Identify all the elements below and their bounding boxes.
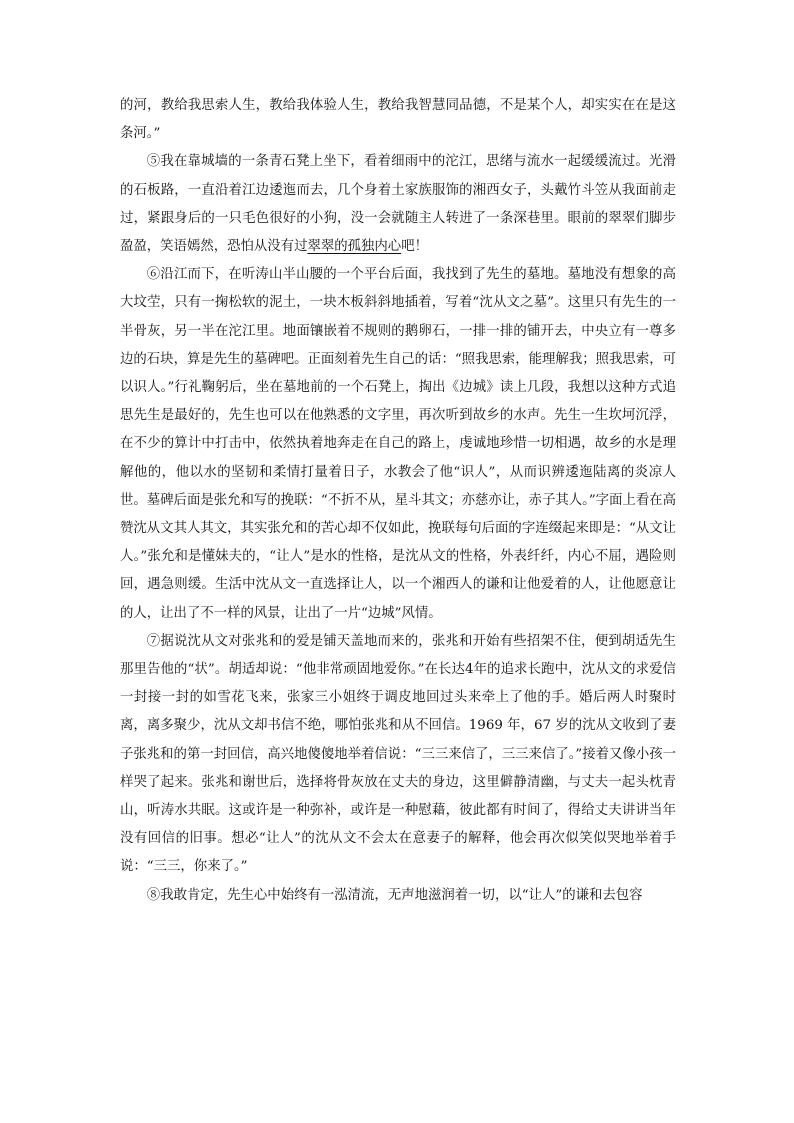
underlined-phrase: 翠翠的孤独内心: [307, 239, 402, 255]
paragraph-text: ⑦据说沈从文对张兆和的爱是铺天盖地而来的，张兆和开始有些招架不住，便到胡适先生那里告他的“状”。胡适却说：“他非常顽固地爱你。”在长达4年的追求长跑中，沈从文的求爱信一封接一封的如雪花飞来，张家三小姐终于调皮地回过头来牵上了他的手。婚后两人时聚时离，离多聚少，沈从文却书信不绝，哪怕张兆和从不回信。1969 年，67 岁的沈从文收到了妻子张兆和的第一封回信，高兴地傻傻地举着信说：“三三来信了，三三来信了。”接着又像小孩一样哭了起来。张兆和谢世后，选择将骨灰放在丈夫的身边，这里僻静清幽，与丈夫一起头枕青山，听涛水共眠。这或许是一种弥补，或许是一种慰藉，彼此都有时间了，得给丈夫讲讲当年没有回信的旧事。想必“让人”的沈从文不会太在意妻子的解释，他会再次似笑似哭地举着手说：“三三，你来了。”: [120, 633, 677, 875]
paragraph-8: [120, 882, 676, 910]
paragraph-text-end: 吧！: [401, 239, 428, 255]
document-page: [120, 92, 676, 910]
paragraph-text: 的河，教给我思索人生，教给我体验人生，教给我智慧同品德，不是某个人，却实实在在是这条河。”: [120, 98, 676, 142]
paragraph-text: ⑥沿江而下，在听涛山半山腰的一个平台后面，我找到了先生的墓地。墓地没有想象的高大坟茔，只有一掬松软的泥土，一块木板斜斜地插着，写着“沈从文之墓”。这里只有先生的一半骨灰，另一半在沱江里。地面镶嵌着不规则的鹅卵石，一排一排的铺开去，中央立有一尊多边的石块，算是先生的墓碑吧。正面刻着先生自己的话：“照我思索，能理解我；照我思索，可以识人。”行礼鞠躬后，坐在墓地前的一个石凳上，掏出《边城》读上几段，我想以这种方式追思先生是最好的，先生也可以在他熟悉的文字里，再次听到故乡的水声。先生一生坎坷沉浮，在不少的算计中打击中，依然执着地奔走在自己的路上，虔诚地珍惜一切相遇，故乡的水是理解他的，他以水的坚韧和柔情打量着日子，水教会了他“识人”，从而识辨逶迤陆离的炎凉人世。墓碑后面是张允和写的挽联：“不折不从，星斗其文；亦慈亦让，赤子其人。”字面上看在高赞沈从文其人其文，其实张允和的苦心却不仅如此，挽联每句后面的字连缀起来即是：“从文让人。”张允和是懂妹夫的，“让人”是水的性格，是沈从文的性格，外表纤纤，内心不屈，遇险则回，遇急则缓。生活中沈从文一直选择让人，以一个湘西人的谦和让他爱着的人，让他愿意让的人，让出了不一样的风景，让出了一片“边城”风情。: [120, 267, 677, 621]
paragraph-text: ⑤我在靠城墙的一条青石凳上坐下，看着细雨中的沱江，思绪与流水一起缓缓流过。光滑的石板路，一直沿着江边逶迤而去，几个身着土家族服饰的湘西女子，头戴竹斗笠从我面前走过，紧跟身后的一只毛色很好的小狗，没一会就随主人转进了一条深巷里。眼前的翠翠们脚步盈盈，笑语嫣然，恐怕从没有过: [120, 154, 676, 255]
paragraph-text: ⑧我敢肯定，先生心中始终有一泓清流，无声地滋润着一切，以“让人”的谦和去包容: [146, 887, 643, 903]
paragraph-1-continuation: [120, 92, 676, 148]
paragraph-5: [120, 148, 676, 261]
paragraph-6: [120, 261, 676, 628]
paragraph-7: [120, 628, 676, 882]
